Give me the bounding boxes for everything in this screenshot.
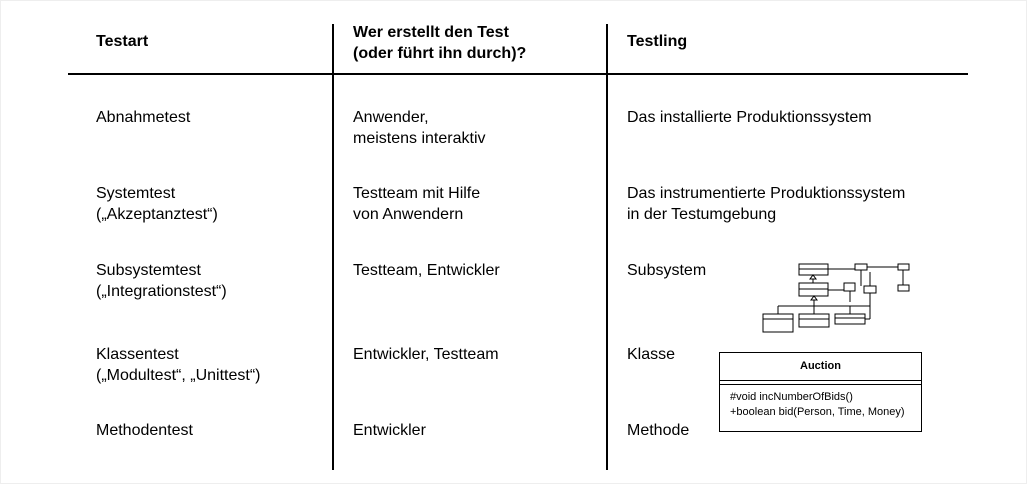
cell-line: Das installierte Produktionssystem bbox=[627, 109, 872, 126]
row-subsystemtest-testart bbox=[96, 260, 227, 302]
row-methodentest-testling bbox=[627, 420, 689, 441]
header-wer-line-1: Wer erstellt den Test bbox=[353, 24, 509, 41]
cell-line: in der Testumgebung bbox=[627, 206, 777, 223]
uml-operations-compartment bbox=[720, 385, 921, 420]
row-systemtest-testart bbox=[96, 183, 218, 225]
header-divider bbox=[68, 73, 968, 75]
cell-line: von Anwendern bbox=[353, 206, 464, 223]
header-testling-label: Testling bbox=[627, 33, 688, 50]
row-klassentest-wer bbox=[353, 344, 499, 365]
cell-line: meistens interaktiv bbox=[353, 130, 486, 147]
cell-line: Klassentest bbox=[96, 346, 179, 363]
row-abnahmetest-testart bbox=[96, 107, 190, 128]
cell-line: Systemtest bbox=[96, 185, 176, 202]
row-abnahmetest-wer bbox=[353, 107, 486, 149]
uml-operation: #void incNumberOfBids() bbox=[730, 391, 853, 403]
row-klassentest-testling bbox=[627, 344, 675, 365]
cell-line: Anwender, bbox=[353, 109, 429, 126]
cell-line: Subsystem bbox=[627, 262, 707, 279]
header-wer bbox=[353, 22, 526, 64]
row-methodentest-wer bbox=[353, 420, 426, 441]
header-testart-label: Testart bbox=[96, 33, 149, 50]
header-testling bbox=[627, 31, 687, 52]
cell-line: Testteam mit Hilfe bbox=[353, 185, 481, 202]
cell-line: („Modultest“, „Unittest“) bbox=[96, 367, 261, 384]
row-abnahmetest-testling bbox=[627, 107, 872, 128]
row-systemtest-testling bbox=[627, 183, 905, 225]
uml-class-auction bbox=[719, 352, 922, 432]
cell-line: Entwickler bbox=[353, 422, 426, 439]
column-divider-2 bbox=[606, 24, 608, 470]
cell-line: Klasse bbox=[627, 346, 676, 363]
subsystem-diagram-icon bbox=[760, 262, 910, 334]
cell-line: („Integrationstest“) bbox=[96, 283, 227, 300]
row-subsystemtest-wer bbox=[353, 260, 500, 281]
uml-class-name: Auction bbox=[720, 353, 921, 381]
header-wer-line-2: (oder führt ihn durch)? bbox=[353, 45, 527, 62]
row-subsystemtest-testling bbox=[627, 260, 706, 281]
cell-line: Das instrumentierte Produktionssystem bbox=[627, 185, 906, 202]
row-methodentest-testart bbox=[96, 420, 193, 441]
cell-line: Subsystemtest bbox=[96, 262, 201, 279]
cell-line: Abnahmetest bbox=[96, 109, 191, 126]
column-divider-1 bbox=[332, 24, 334, 470]
cell-line: Entwickler, Testteam bbox=[353, 346, 499, 363]
row-klassentest-testart bbox=[96, 344, 260, 386]
row-systemtest-wer bbox=[353, 183, 480, 225]
uml-operation: +boolean bid(Person, Time, Money) bbox=[730, 406, 905, 418]
cell-line: Testteam, Entwickler bbox=[353, 262, 500, 279]
cell-line: Methode bbox=[627, 422, 690, 439]
header-testart bbox=[96, 31, 148, 52]
cell-line: Methodentest bbox=[96, 422, 193, 439]
cell-line: („Akzeptanztest“) bbox=[96, 206, 218, 223]
